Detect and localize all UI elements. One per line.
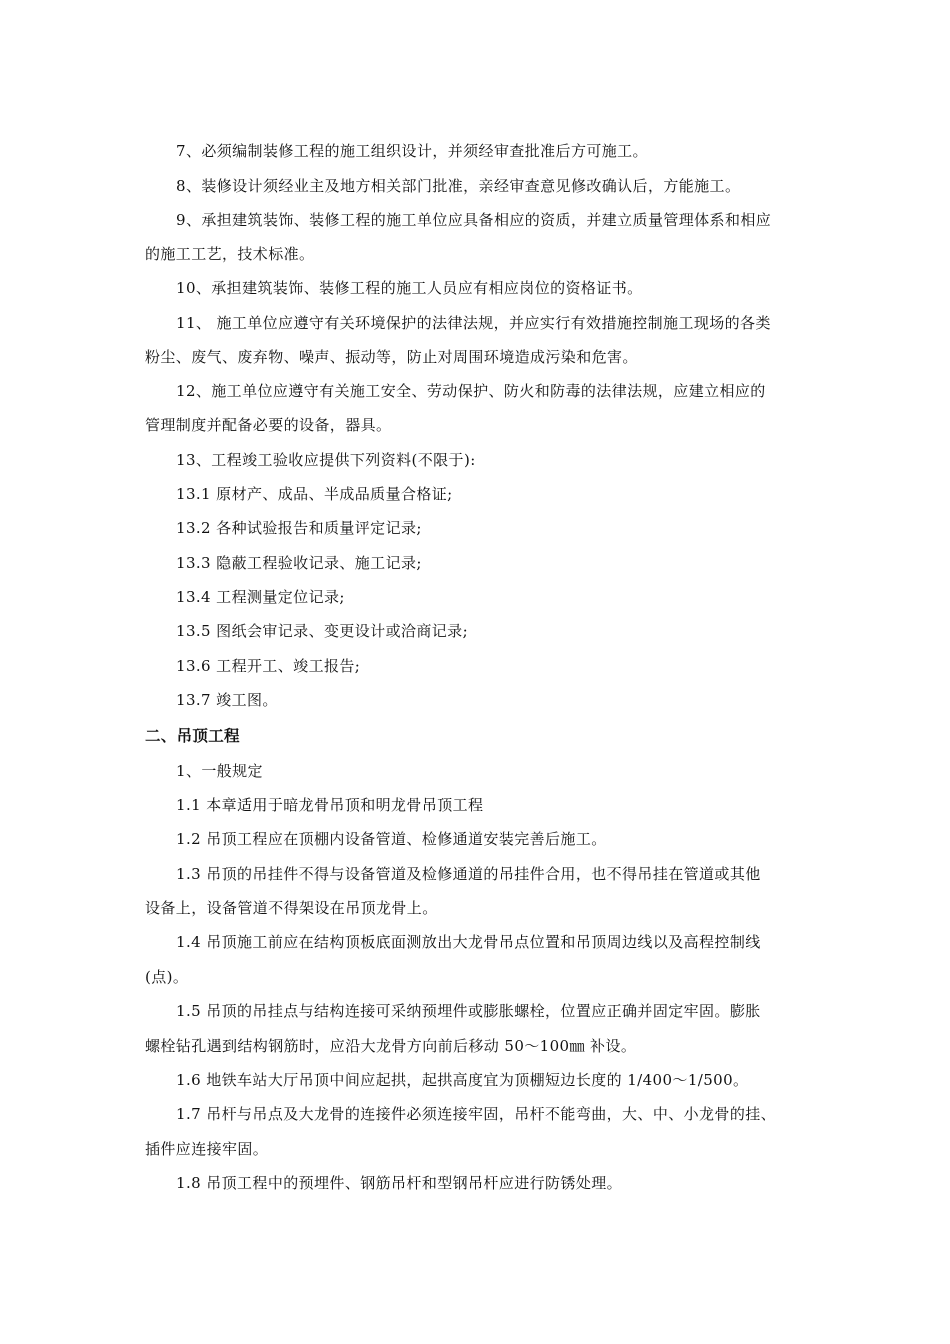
clause-1-7-line2: 插件应连接牢固。 [145,1140,269,1158]
clause-1-3-line1: 1.3 吊顶的吊挂件不得与设备管道及检修通道的吊挂件合用，也不得吊挂在管道或其他 [176,865,761,883]
list-item-13-3: 13.3 隐蔽工程验收记录、施工记录; [176,554,422,572]
clause-1-4-line1: 1.4 吊顶施工前应在结构顶板底面测放出大龙骨吊点位置和吊顶周边线以及高程控制线 [176,933,761,951]
list-item-13-5: 13.5 图纸会审记录、变更设计或洽商记录; [176,622,469,640]
paragraph-10: 10、承担建筑装饰、装修工程的施工人员应有相应岗位的资格证书。 [176,279,643,297]
clause-1-2: 1.2 吊顶工程应在顶棚内设备管道、检修通道安装完善后施工。 [176,830,607,848]
list-item-13-7: 13.7 竣工图。 [176,691,278,709]
clause-1-3-line2: 设备上，设备管道不得架设在吊顶龙骨上。 [145,899,438,917]
paragraph-9-line2: 的施工工艺，技术标准。 [145,245,315,263]
paragraph-11-line2: 粉尘、废气、废弃物、噪声、振动等，防止对周围环境造成污染和危害。 [145,348,638,366]
paragraph-12-line2: 管理制度并配备必要的设备，器具。 [145,416,392,434]
clause-1-6: 1.6 地铁车站大厅吊顶中间应起拱，起拱高度宜为顶棚短边长度的 1/400～1/500。 [176,1071,749,1089]
paragraph-11-line1: 11、 施工单位应遵守有关环境保护的法律法规，并应实行有效措施控制施工现场的各类 [176,314,771,332]
clause-1-7-line1: 1.7 吊杆与吊点及大龙骨的连接件必须连接牢固，吊杆不能弯曲，大、中、小龙骨的挂、 [176,1105,777,1123]
list-item-13-4: 13.4 工程测量定位记录; [176,588,345,606]
paragraph-8: 8、装修设计须经业主及地方相关部门批准，亲经审查意见修改确认后，方能施工。 [176,177,741,195]
list-item-13-6: 13.6 工程开工、竣工报告; [176,657,361,675]
list-item-13-1: 13.1 原材产、成品、半成品质量合格证; [176,485,453,503]
clause-1-4-line2: (点)。 [145,968,189,986]
paragraph-9-line1: 9、承担建筑装饰、装修工程的施工单位应具备相应的资质，并建立质量管理体系和相应 [176,211,772,229]
clause-1-5-line1: 1.5 吊顶的吊挂点与结构连接可采纳预埋件或膨胀螺栓，位置应正确并固定牢固。膨胀 [176,1002,761,1020]
paragraph-7: 7、必须编制装修工程的施工组织设计，并须经审查批准后方可施工。 [176,142,648,160]
paragraph-12-line1: 12、施工单位应遵守有关施工安全、劳动保护、防火和防毒的法律法规，应建立相应的 [176,382,766,400]
clause-1-5-line2: 螺栓钻孔遇到结构钢筋时，应沿大龙骨方向前后移动 50～100㎜ 补设。 [145,1037,637,1055]
subsection-general-rules: 1、一般规定 [176,762,263,780]
clause-1-1: 1.1 本章适用于暗龙骨吊顶和明龙骨吊顶工程 [176,796,484,814]
list-item-13-2: 13.2 各种试验报告和质量评定记录; [176,519,422,537]
section-heading: 二、吊顶工程 [145,727,240,745]
paragraph-13: 13、工程竣工验收应提供下列资料(不限于): [176,451,476,469]
clause-1-8: 1.8 吊顶工程中的预埋件、钢筋吊杆和型钢吊杆应进行防锈处理。 [176,1174,623,1192]
